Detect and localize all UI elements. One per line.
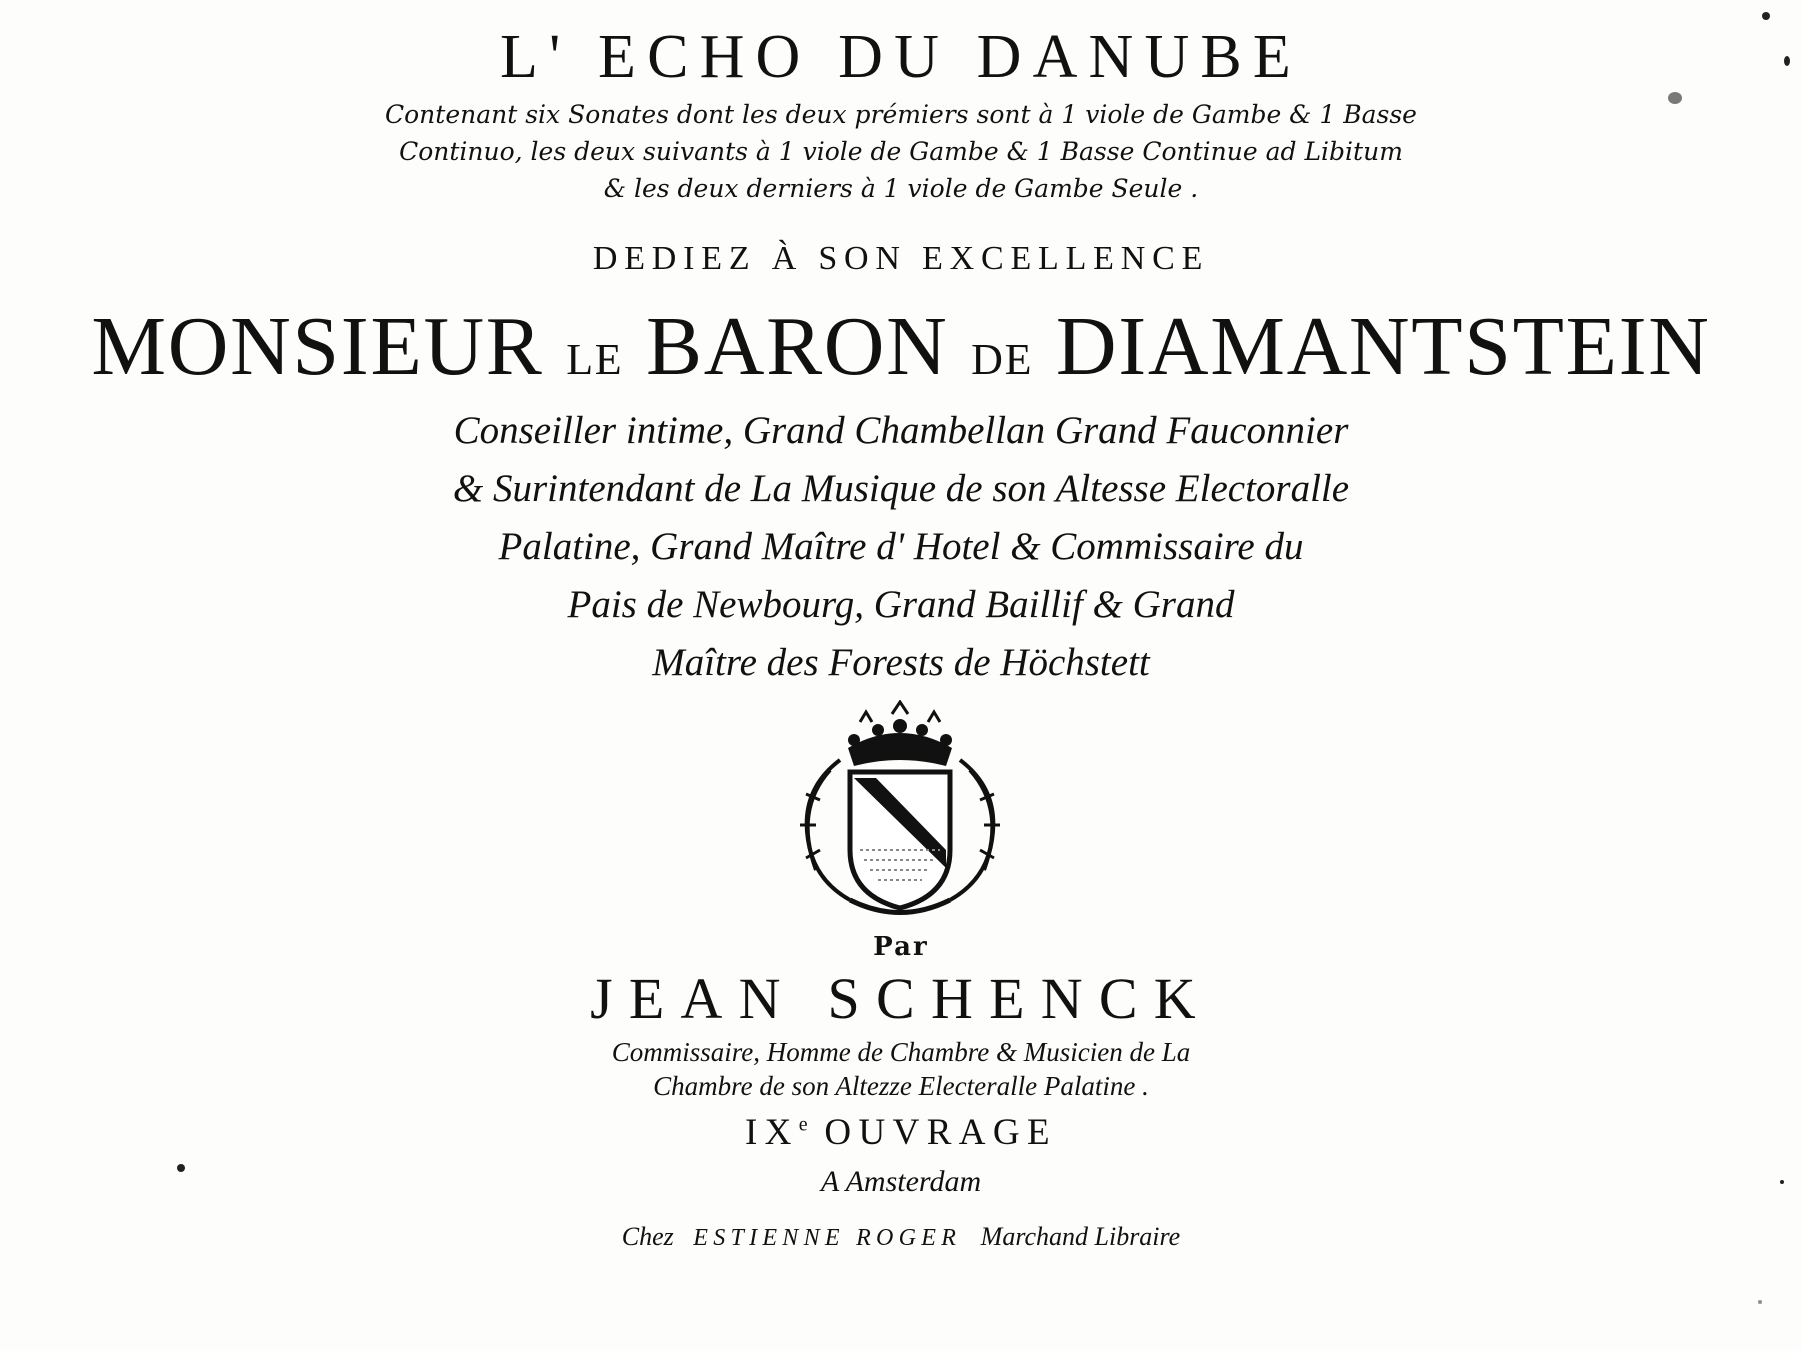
ink-speck [1758, 1300, 1762, 1304]
publisher-title: Marchand Libraire [980, 1222, 1181, 1251]
dedicatee-titles-line-4: Pais de Newbourg, Grand Baillif & Grand [567, 583, 1235, 626]
author-role-line-1: Commissaire, Homme de Chambre & Musicien de La [611, 1037, 1191, 1067]
shield-icon [850, 772, 950, 908]
dedicatee-word-5: DIAMANTSTEIN [1055, 300, 1711, 393]
ink-speck [1668, 92, 1682, 104]
work-title: L' ECHO DU DANUBE [500, 23, 1302, 91]
dedicatee-titles-line-5: Maître des Forests de Höchstett [652, 641, 1150, 684]
crown-icon [848, 702, 952, 766]
publisher-line [0, 1222, 1802, 1252]
opus-line [0, 1111, 1802, 1154]
opus-number: IX [744, 1112, 799, 1153]
dedicatee-titles-line-3: Palatine, Grand Maître d' Hotel & Commissaire du [498, 525, 1304, 568]
ink-speck [177, 1164, 185, 1172]
dedicatee-word-1: MONSIEUR [91, 300, 544, 393]
author-role-line-2: Chambre de son Altezze Electeralle Palatine . [653, 1071, 1149, 1101]
publisher-name: ESTIENNE ROGER [693, 1225, 962, 1251]
dedicatee-word-4: DE [971, 335, 1034, 384]
dedicatee-name [0, 298, 1802, 395]
subtitle-line-3: & les deux derniers à 1 viole de Gambe Seule . [603, 174, 1199, 203]
coat-of-arms-emblem [780, 700, 1020, 930]
opus-suffix: e [798, 1113, 808, 1136]
publication-city: A Amsterdam [820, 1165, 982, 1198]
dedicatee-titles-line-1: Conseiller intime, Grand Chambellan Grand Fauconnier [453, 409, 1349, 452]
publisher-chez: Chez [621, 1222, 674, 1251]
dedicatee-titles-line-2: & Surintendant de La Musique de son Altesse Electoralle [452, 467, 1350, 510]
opus-word: OUVRAGE [824, 1112, 1058, 1153]
ink-speck [1762, 12, 1770, 20]
ink-speck [1784, 56, 1790, 66]
by-label: Par [873, 932, 929, 962]
subtitle-line-2: Continuo, les deux suivants à 1 viole de Gambe & 1 Basse Continue ad Libitum [399, 137, 1403, 166]
subtitle-line-1: Contenant six Sonates dont les deux prémiers sont à 1 viole de Gambe & 1 Basse [385, 100, 1417, 129]
author-name: JEAN SCHENCK [590, 966, 1212, 1031]
dedication-line: DEDIEZ À SON EXCELLENCE [592, 240, 1210, 277]
dedicatee-word-2: LE [566, 335, 624, 384]
dedicatee-word-3: BARON [646, 300, 949, 393]
ink-speck [1780, 1180, 1784, 1184]
